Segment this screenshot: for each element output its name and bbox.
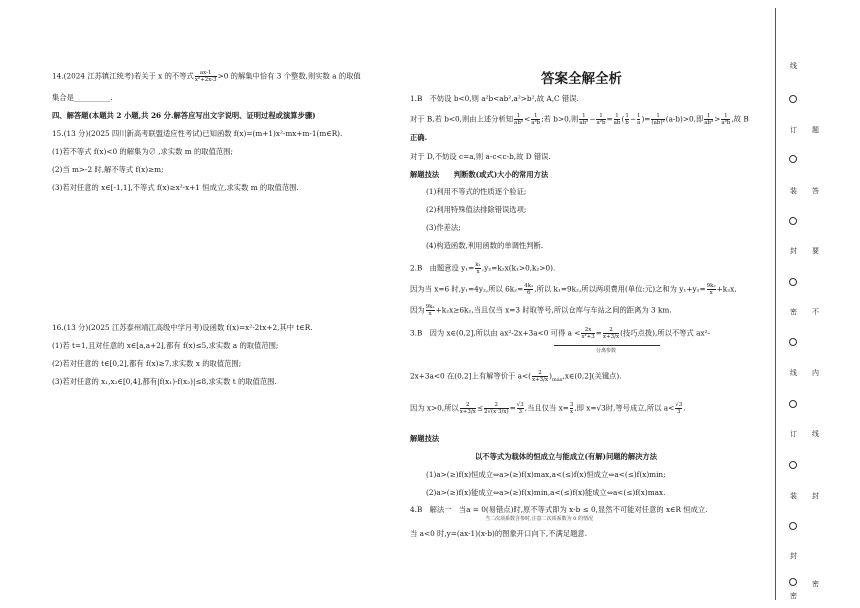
- q15-stem: 15.(13 分)(2025 四川新高考联盟适应性考试)已知函数 f(x)=(m+1)x²-mx+m-1(m∈R).: [52, 129, 343, 138]
- answer4-line1: 4.B 解法一 当a = 0(易错点)时,原不等式即为 x-b ≤ 0,显然不可能对任意的 x∈R 恒成立.: [410, 505, 708, 514]
- answer2-line3: 因为 $\frac{\text{9k₂}}{x}$ +k₂x≥6k₂,当且仅当 x=3 时取等号,所以仓库与车站之间的距离为 3 km.: [410, 304, 672, 317]
- binding-hole: [789, 278, 797, 286]
- binding-hole: [789, 338, 797, 346]
- margin-char: 订: [790, 430, 797, 438]
- binding-hole: [789, 217, 797, 225]
- binding-hole: [789, 461, 797, 469]
- q15-part2: (2)当 m>-2 时,解不等式 f(x)≥m;: [52, 165, 164, 174]
- q15-part1: (1)若不等式 f(x)<0 的解集为∅ ,求实数 m 的取值范围;: [52, 147, 233, 156]
- tips2-item1: (1)a>(≥)f(x)恒成立⇔a>(≥)f(x)max,a<(≤)f(x)恒成立⇔a<(≤)f(x)min;: [426, 470, 666, 479]
- margin-char: 订: [790, 126, 797, 134]
- margin-char: 答: [812, 187, 819, 195]
- answer4-note: 当二次项系数含参时,注意二次项系数为 0 的情况: [485, 516, 593, 522]
- tips2-heading: 解题技法: [410, 434, 440, 443]
- q14-line1: 14.(2024 江苏镇江统考)若关于 x 的不等式 $\frac{ax-1}{\text{x²+2x-3}}$ >0 的解集中恰有 3 个整数,则实数 a 的取值: [52, 70, 361, 83]
- margin-char: 装: [790, 492, 797, 500]
- q16-part2: (2)若对任意的 t∈[0,2],都有 f(x)≥7,求实数 x 的取值范围;: [52, 359, 242, 368]
- binding-hole: [789, 400, 797, 408]
- answer2-line2: 因为当 x=6 时,y₁=4y₂,所以 6k₂= $\frac{\text{4k₁}}{6}$ ,所以 k₁=9k₂,所以两项费用(单位:元)之和为 y₁+y₂= $\frac{\text{9k₂}}{x}$ +k₂x,: [410, 283, 737, 296]
- answer1-line2: 对于 B,若 b<0,则由上述分析知 $\frac{1}{\text{ab²}}$ < $\frac{1}{\text{a²b}}$ ;若 b>0,则 $\frac{1}{\text{ab²}}$ − $\frac{1}{\text{a²b}}$ = $\frac{1}{ab}$ ( $\frac{1}{b}$ − $\frac{1}{a}$ )= $\frac{1}{\text{(ab)²}}$ (a-b)>0,即 $\frac{1}{\text{ab²}}$ > $\frac{1}{\text{a²b}}$ ,故 B: [410, 113, 749, 126]
- margin-char: 线: [790, 369, 797, 377]
- margin-char: 封: [790, 247, 797, 255]
- margin-char: 封: [790, 552, 797, 560]
- answer3-line2: 2x+3a<0 在(0,2]上有解等价于 a<( $\frac{2}{x+3/x}$ )$_{max},x\in(0,2]$(关键点).: [410, 370, 622, 383]
- answer3-line1: 3.B 因为 x∈(0,2],所以由 ax²-2x+3a<0 可得 a < $\frac{2x}{\text{x²+3}}$ = $\frac{2}{x+3/x}$ (技巧点拨),所以不等式 ax²-: [410, 327, 710, 340]
- tips1-item2: (2)利用特殊值法排除错误选项;: [426, 205, 527, 214]
- margin-char: 封: [812, 492, 819, 500]
- q14-line2: 集合是__________.: [52, 93, 113, 102]
- margin-char: 线: [812, 430, 819, 438]
- tips1-item4: (4)构造函数,利用函数的单调性判断.: [426, 241, 544, 250]
- tips1-item1: (1)利用不等式的性质逐个验证;: [426, 187, 527, 196]
- answer4-line2: 当 a<0 时,y=(ax-1)(x-b)的图象开口向下,不满足题意.: [410, 529, 588, 538]
- margin-char: 题: [812, 126, 819, 134]
- tips1-item3: (3)作差法;: [426, 223, 461, 232]
- separation-underline: [554, 345, 660, 346]
- tips2-title: 以不等式为载体的恒成立与能成立(有解)问题的解决方法: [475, 452, 658, 461]
- margin-char: 装: [790, 187, 797, 195]
- answer2-line1: 2.B 由题意设 y₁= $\frac{\text{k₁}}{x}$ ,y₂=k₂x(k₁>0,k₂>0).: [410, 262, 556, 275]
- binding-hole: [789, 578, 797, 586]
- q15-part3: (3)若对任意的 x∈[-1,1],不等式 f(x)≥x²-x+1 恒成立,求实数 m 的取值范围.: [52, 183, 299, 192]
- tips2-item2: (2)a>(≥)f(x)能成立⇔a>(≥)f(x)min,a<(≤)f(x)能成立⇔a<(≤)f(x)max.: [426, 488, 666, 497]
- binding-hole: [789, 95, 797, 103]
- q14-answer-blank[interactable]: __________: [73, 93, 111, 102]
- tips1-heading: 解题技法 判断数(或式)大小的常用方法: [410, 170, 549, 179]
- q14-fraction: $\frac{ax-1}{\text{x²+2x-3}}$: [194, 70, 217, 83]
- section4-heading: 四、解答题(本题共 2 小题,共 26 分.解答应写出文字说明、证明过程或演算步骤): [52, 111, 316, 120]
- binding-hole: [789, 155, 797, 163]
- answer-title: 答案全解全析: [541, 71, 622, 87]
- answer1-line4: 对于 D,不妨设 c=a,则 a-c<c-b,故 D 错误.: [410, 152, 551, 161]
- answer1-line1: 1.B 不妨设 b<0,则 a²b<ab²,a²>b²,故 A,C 错误.: [410, 94, 579, 103]
- q16-stem: 16.(13 分)(2025 江苏泰州靖江高级中学月考)设函数 f(x)=x²-2tx+2,其中 t∈R.: [52, 323, 313, 332]
- answer3-line3: 因为 x>0,所以 $\frac{2}{x+3/x}$ ≤ $\frac{2}{2√(x\cdot 3/x)}$ = $\frac{√3}{3}$ ,当且仅当 x= $\frac{3}{x}$ ,即 x=√3时,等号成立,所以 a< $\frac{√3}{3}$ .: [410, 402, 686, 415]
- binding-line: [775, 8, 776, 600]
- separation-note: 分离参数: [596, 348, 617, 354]
- q16-part3: (3)若对任意的 x₁,x₂∈[0,4],都有|f(x₁)-f(x₂)|≤8,求实数 t 的取值范围.: [52, 377, 277, 386]
- binding-hole: [789, 522, 797, 530]
- margin-char: 要: [812, 247, 819, 255]
- margin-char: 内: [812, 369, 819, 377]
- answer1-line3: 正确.: [410, 133, 428, 142]
- margin-char: 不: [812, 308, 819, 316]
- q16-part1: (1)若 t=1,且对任意的 x∈[a,a+2],都有 f(x)≤5,求实数 a 的取值范围;: [52, 341, 279, 350]
- margin-char: 密: [812, 580, 819, 588]
- margin-char: 线: [790, 62, 797, 70]
- margin-char: 密: [790, 592, 797, 600]
- margin-char: 密: [790, 308, 797, 316]
